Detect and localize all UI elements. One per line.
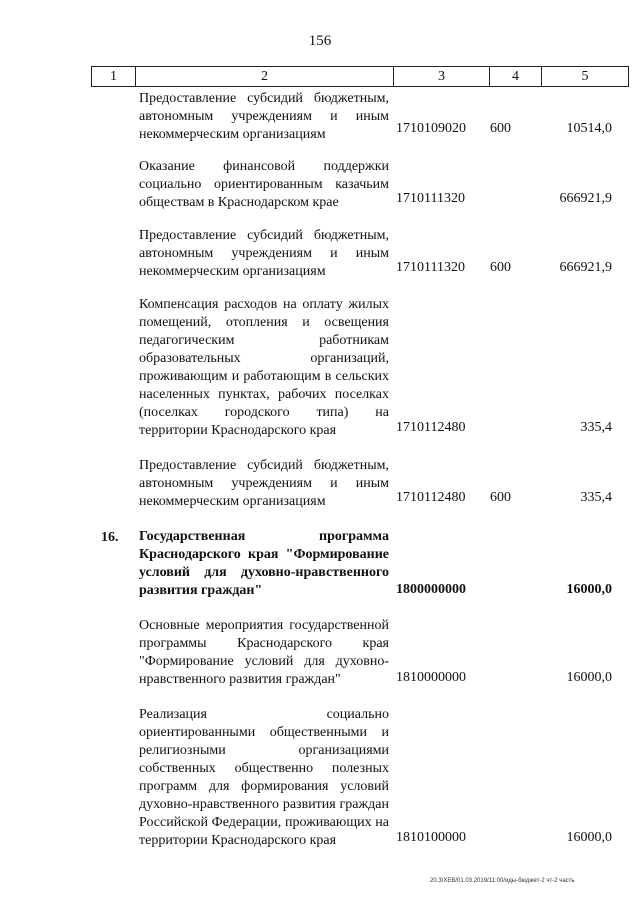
row-code: 1710112480 <box>396 490 466 505</box>
header-col-5: 5 <box>581 69 589 84</box>
row-vr: 600 <box>490 260 511 275</box>
row-code: 1810000000 <box>396 670 466 685</box>
row-code: 1710109020 <box>396 121 466 136</box>
row-description: Предоставление субсидий бюджетным, автономным учреждениям и иным некоммерческим организациям <box>139 228 389 279</box>
row-description: Компенсация расходов на оплату жилых помещений, отопления и освещения педагогическим работникам образовательных организаций, проживающим и работающим в сельских населенных пунктах, рабочих поселках (поселках городского типа) на территории Краснодарского края <box>139 297 389 438</box>
row-description: Основные мероприятия государственной программы Краснодарского края "Формирование условий для духовно-нравственного развития граждан" <box>139 618 389 687</box>
header-col-4: 4 <box>490 67 542 86</box>
row-sum: 16000,0 <box>566 830 612 845</box>
row-sum: 335,4 <box>580 490 612 505</box>
row-sum: 16000,0 <box>566 582 612 597</box>
row-code: 1800000000 <box>396 582 466 597</box>
row-code: 1810100000 <box>396 830 466 845</box>
header-col-2: 2 <box>136 67 394 86</box>
row-number: 16. <box>101 530 119 545</box>
row-sum: 10514,0 <box>566 121 612 136</box>
row-sum: 666921,9 <box>559 260 612 275</box>
row-sum: 666921,9 <box>559 191 612 206</box>
table-header <box>91 66 629 87</box>
row-description: Реализация социально ориентированными общественными и религиозными организациями собственных общественно полезных программ для формирования условий духовно-нравственного развития граждан Российской Федерации, проживающих на территории Краснодарского края <box>139 707 389 848</box>
row-sum: 16000,0 <box>566 670 612 685</box>
footer-filepath: 20.3/ХЕВ/01.03.2019/11:00/иды-бюджет-2 чт-2 часть <box>430 878 575 884</box>
row-description: Предоставление субсидий бюджетным, автономным учреждениям и иным некоммерческим организациям <box>139 458 389 509</box>
header-col-3: 3 <box>394 67 490 86</box>
row-description: Предоставление субсидий бюджетным, автономным учреждениям и иным некоммерческим организациям <box>139 91 389 142</box>
row-vr: 600 <box>490 490 511 505</box>
row-code: 1710112480 <box>396 420 466 435</box>
header-col-1: 1 <box>92 67 136 86</box>
row-description: Оказание финансовой поддержки социально ориентированным казачьим обществам в Краснодарском крае <box>139 159 389 210</box>
row-code: 1710111320 <box>396 191 465 206</box>
row-description: Государственная программа Краснодарского края "Формирование условий для духовно-нравственного развития граждан" <box>139 529 389 598</box>
row-sum: 335,4 <box>580 420 612 435</box>
row-vr: 600 <box>490 121 511 136</box>
page-number: 156 <box>308 33 332 49</box>
row-code: 1710111320 <box>396 260 465 275</box>
